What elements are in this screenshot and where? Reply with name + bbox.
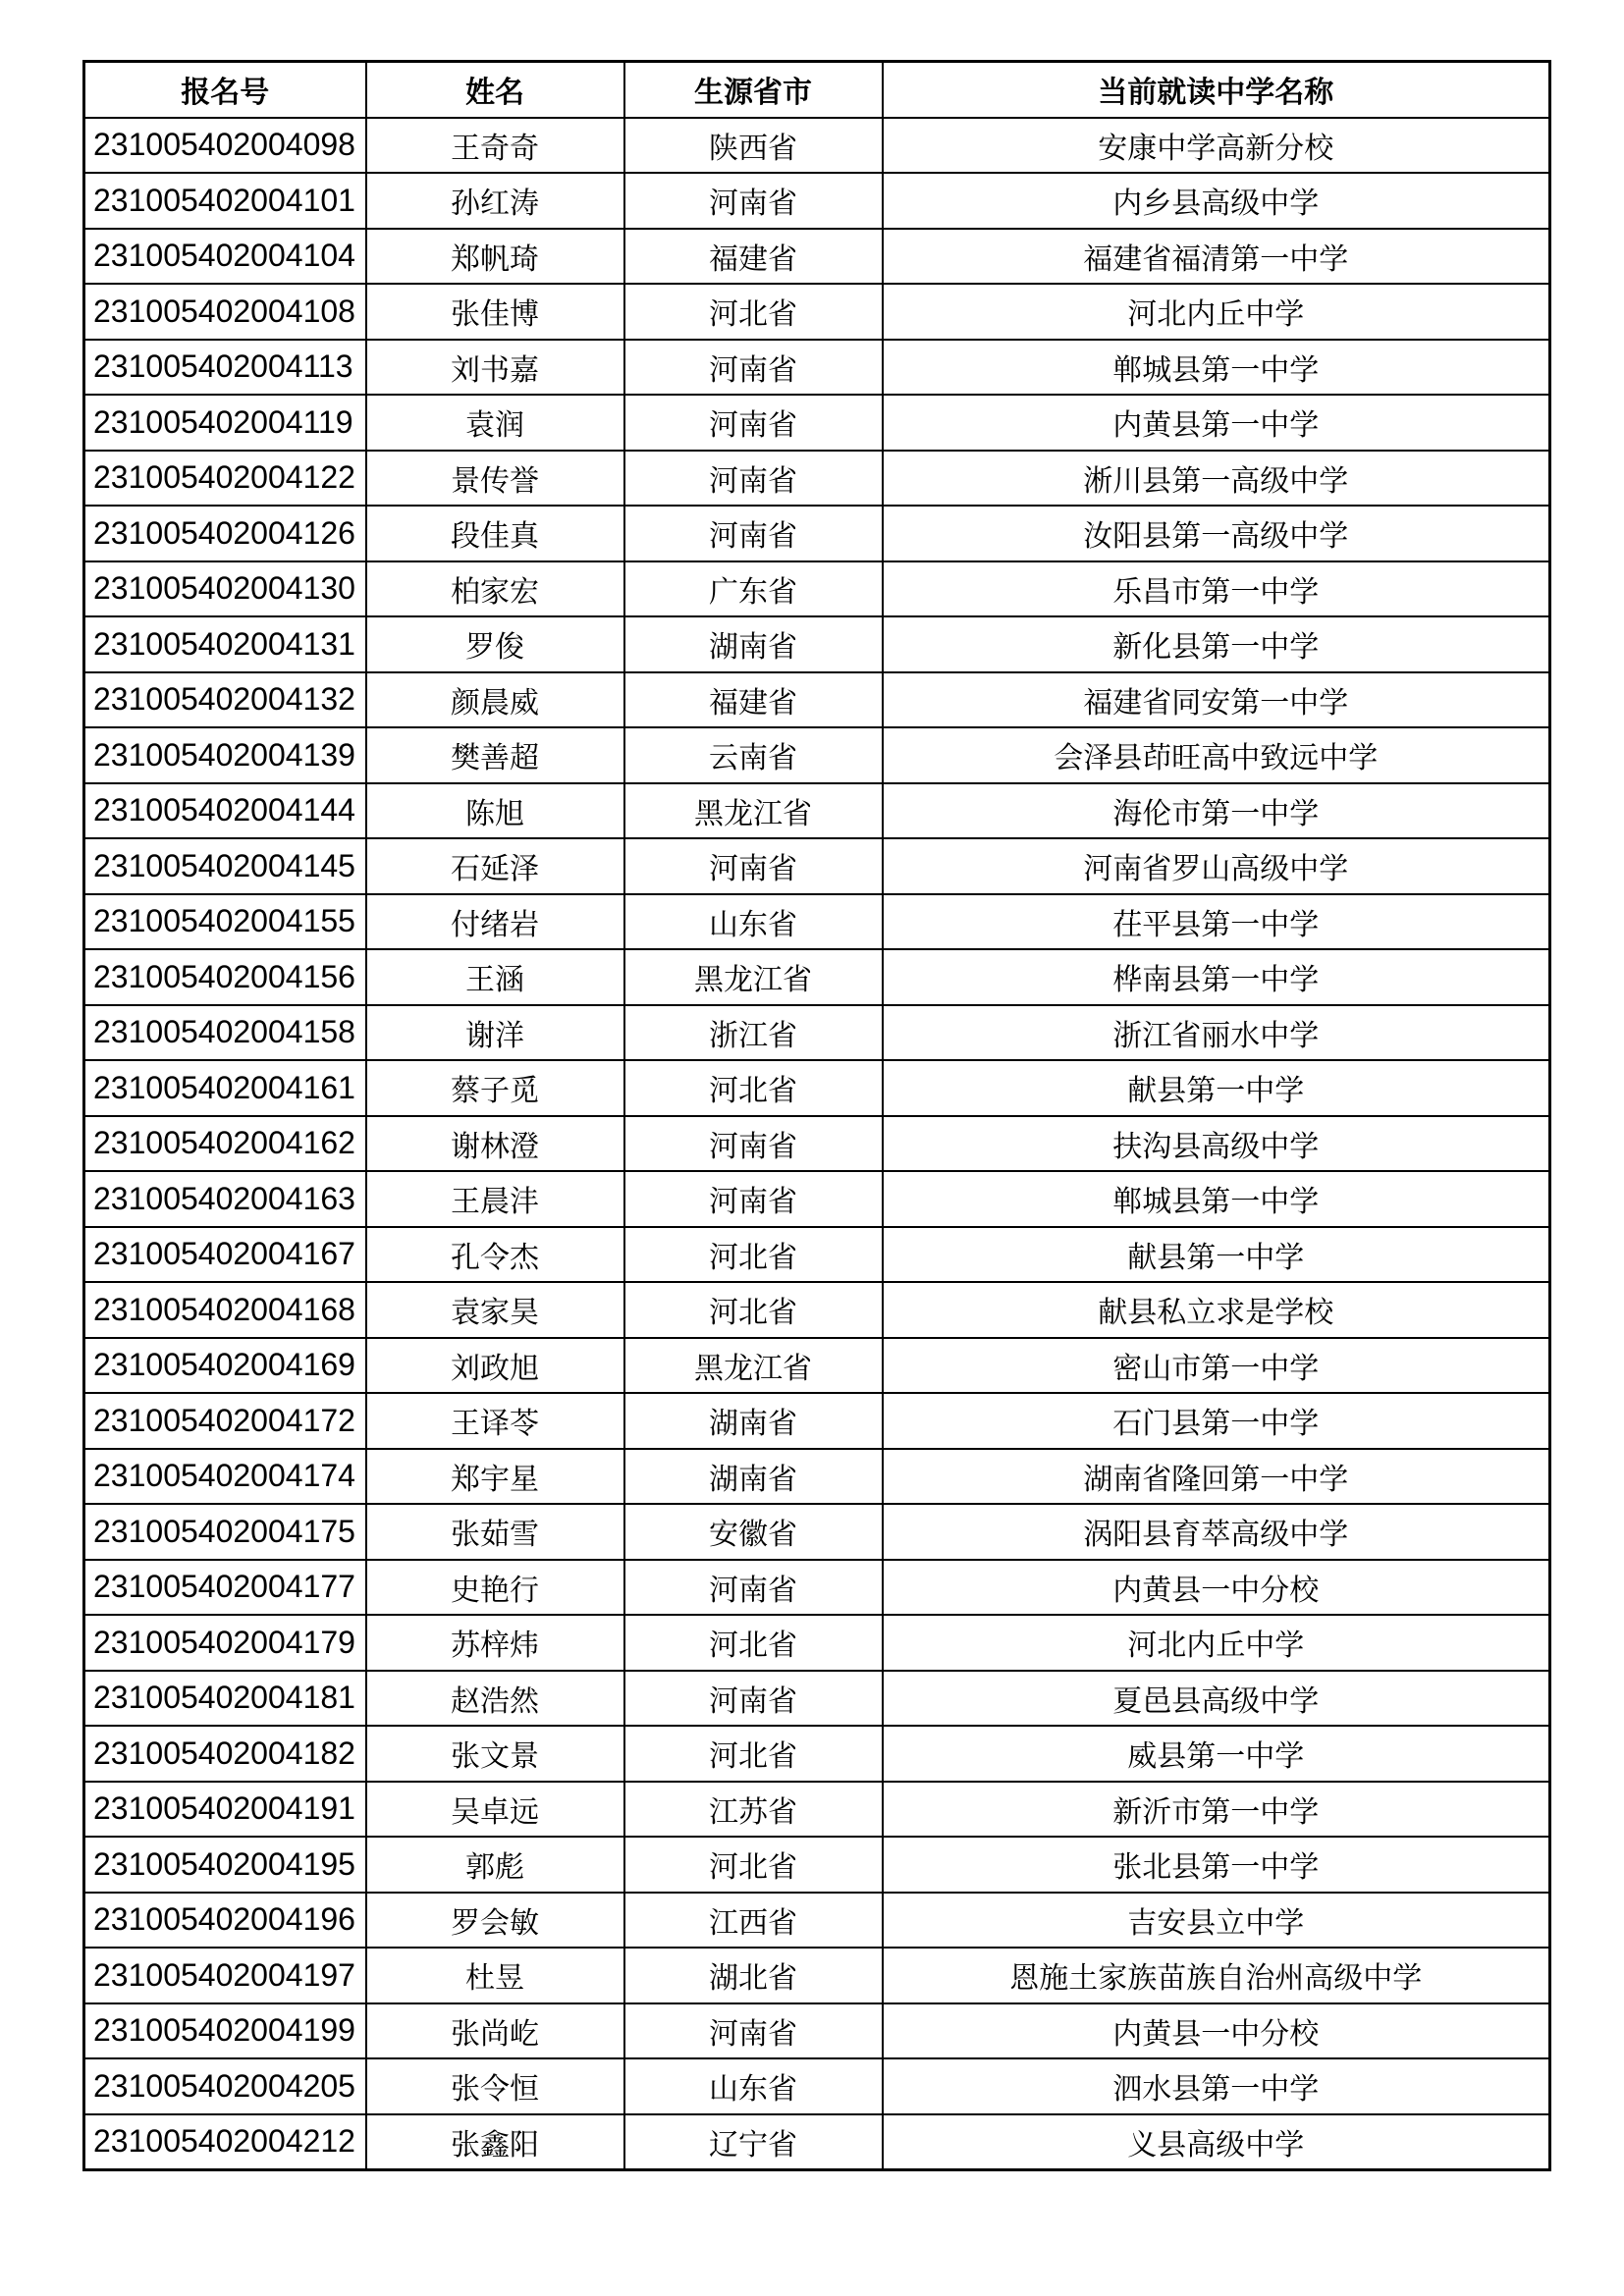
cell-registration-number: 231005402004098 (84, 118, 366, 174)
cell-school: 桦南县第一中学 (883, 949, 1550, 1005)
table-row (84, 1893, 1550, 1949)
cell-registration-number: 231005402004196 (84, 1893, 366, 1949)
cell-registration-number: 231005402004132 (84, 672, 366, 728)
table-header (84, 62, 1550, 118)
cell-name: 王译苓 (366, 1393, 624, 1449)
cell-registration-number: 231005402004182 (84, 1726, 366, 1782)
table-row (84, 1449, 1550, 1505)
cell-school: 郸城县第一中学 (883, 1171, 1550, 1227)
cell-registration-number: 231005402004122 (84, 451, 366, 507)
cell-registration-number: 231005402004181 (84, 1671, 366, 1727)
cell-province: 河北省 (624, 1615, 883, 1671)
cell-name: 刘书嘉 (366, 340, 624, 396)
cell-registration-number: 231005402004108 (84, 284, 366, 340)
cell-province: 黑龙江省 (624, 1338, 883, 1394)
cell-registration-number: 231005402004139 (84, 727, 366, 783)
cell-province: 湖南省 (624, 616, 883, 672)
cell-registration-number: 231005402004168 (84, 1282, 366, 1338)
cell-name: 袁润 (366, 395, 624, 451)
table-row (84, 1227, 1550, 1283)
cell-province: 湖南省 (624, 1449, 883, 1505)
cell-school: 内乡县高级中学 (883, 173, 1550, 229)
table-row (84, 2114, 1550, 2170)
cell-name: 张文景 (366, 1726, 624, 1782)
cell-registration-number: 231005402004155 (84, 894, 366, 950)
cell-school: 新沂市第一中学 (883, 1782, 1550, 1838)
cell-registration-number: 231005402004174 (84, 1449, 366, 1505)
header-registration-number: 报名号 (84, 62, 366, 118)
cell-name: 陈旭 (366, 783, 624, 839)
cell-province: 黑龙江省 (624, 949, 883, 1005)
table-row (84, 2003, 1550, 2059)
cell-province: 河北省 (624, 1282, 883, 1338)
cell-registration-number: 231005402004172 (84, 1393, 366, 1449)
table-row (84, 118, 1550, 174)
cell-name: 史艳行 (366, 1560, 624, 1616)
cell-school: 淅川县第一高级中学 (883, 451, 1550, 507)
table-row (84, 340, 1550, 396)
table-row (84, 672, 1550, 728)
table-row (84, 1005, 1550, 1061)
cell-school: 河北内丘中学 (883, 1615, 1550, 1671)
cell-school: 海伦市第一中学 (883, 783, 1550, 839)
cell-province: 山东省 (624, 2058, 883, 2114)
cell-registration-number: 231005402004131 (84, 616, 366, 672)
cell-name: 蔡子觅 (366, 1060, 624, 1116)
cell-registration-number: 231005402004161 (84, 1060, 366, 1116)
table-row (84, 1837, 1550, 1893)
cell-name: 张茹雪 (366, 1504, 624, 1560)
table-row (84, 451, 1550, 507)
table-row (84, 838, 1550, 894)
cell-name: 柏家宏 (366, 561, 624, 617)
cell-school: 内黄县一中分校 (883, 2003, 1550, 2059)
cell-registration-number: 231005402004158 (84, 1005, 366, 1061)
table-row (84, 173, 1550, 229)
table-row (84, 1615, 1550, 1671)
cell-school: 献县私立求是学校 (883, 1282, 1550, 1338)
cell-school: 夏邑县高级中学 (883, 1671, 1550, 1727)
cell-school: 浙江省丽水中学 (883, 1005, 1550, 1061)
cell-registration-number: 231005402004113 (84, 340, 366, 396)
table-row (84, 229, 1550, 285)
cell-registration-number: 231005402004197 (84, 1948, 366, 2003)
cell-school: 内黄县第一中学 (883, 395, 1550, 451)
cell-province: 河北省 (624, 284, 883, 340)
cell-name: 苏梓炜 (366, 1615, 624, 1671)
cell-school: 安康中学高新分校 (883, 118, 1550, 174)
cell-school: 吉安县立中学 (883, 1893, 1550, 1949)
cell-province: 河南省 (624, 451, 883, 507)
cell-province: 浙江省 (624, 1005, 883, 1061)
cell-province: 河南省 (624, 340, 883, 396)
cell-province: 湖北省 (624, 1948, 883, 2003)
cell-name: 石延泽 (366, 838, 624, 894)
cell-registration-number: 231005402004144 (84, 783, 366, 839)
cell-registration-number: 231005402004101 (84, 173, 366, 229)
table-row (84, 894, 1550, 950)
cell-name: 罗俊 (366, 616, 624, 672)
cell-name: 郭彪 (366, 1837, 624, 1893)
cell-name: 谢林澄 (366, 1116, 624, 1172)
cell-province: 江西省 (624, 1893, 883, 1949)
cell-registration-number: 231005402004177 (84, 1560, 366, 1616)
table-row (84, 1060, 1550, 1116)
cell-province: 河北省 (624, 1060, 883, 1116)
cell-school: 汝阳县第一高级中学 (883, 506, 1550, 561)
cell-name: 袁家昊 (366, 1282, 624, 1338)
cell-name: 王涵 (366, 949, 624, 1005)
cell-province: 河南省 (624, 1116, 883, 1172)
cell-province: 河北省 (624, 1726, 883, 1782)
cell-registration-number: 231005402004195 (84, 1837, 366, 1893)
cell-province: 河南省 (624, 173, 883, 229)
header-row (84, 62, 1550, 118)
table-row (84, 1504, 1550, 1560)
cell-school: 石门县第一中学 (883, 1393, 1550, 1449)
cell-registration-number: 231005402004156 (84, 949, 366, 1005)
table-row (84, 506, 1550, 561)
cell-province: 陕西省 (624, 118, 883, 174)
cell-registration-number: 231005402004179 (84, 1615, 366, 1671)
table-row (84, 1560, 1550, 1616)
table-row (84, 561, 1550, 617)
cell-registration-number: 231005402004145 (84, 838, 366, 894)
table-row (84, 1948, 1550, 2003)
cell-school: 乐昌市第一中学 (883, 561, 1550, 617)
cell-name: 樊善超 (366, 727, 624, 783)
cell-registration-number: 231005402004212 (84, 2114, 366, 2170)
cell-province: 河南省 (624, 838, 883, 894)
cell-name: 张佳博 (366, 284, 624, 340)
cell-name: 吴卓远 (366, 1782, 624, 1838)
cell-province: 湖南省 (624, 1393, 883, 1449)
cell-name: 罗会敏 (366, 1893, 624, 1949)
cell-school: 河北内丘中学 (883, 284, 1550, 340)
cell-registration-number: 231005402004162 (84, 1116, 366, 1172)
cell-province: 河南省 (624, 1560, 883, 1616)
cell-school: 茌平县第一中学 (883, 894, 1550, 950)
cell-name: 王晨沣 (366, 1171, 624, 1227)
cell-province: 福建省 (624, 672, 883, 728)
cell-name: 刘政旭 (366, 1338, 624, 1394)
table-row (84, 727, 1550, 783)
cell-province: 江苏省 (624, 1782, 883, 1838)
cell-province: 辽宁省 (624, 2114, 883, 2170)
cell-name: 付绪岩 (366, 894, 624, 950)
cell-province: 河北省 (624, 1837, 883, 1893)
cell-school: 福建省福清第一中学 (883, 229, 1550, 285)
table-row (84, 284, 1550, 340)
cell-name: 孔令杰 (366, 1227, 624, 1283)
cell-name: 孙红涛 (366, 173, 624, 229)
cell-school: 密山市第一中学 (883, 1338, 1550, 1394)
cell-school: 郸城县第一中学 (883, 340, 1550, 396)
cell-registration-number: 231005402004205 (84, 2058, 366, 2114)
table-row (84, 1338, 1550, 1394)
cell-registration-number: 231005402004167 (84, 1227, 366, 1283)
admission-list-table (82, 60, 1551, 2171)
cell-registration-number: 231005402004175 (84, 1504, 366, 1560)
cell-school: 湖南省隆回第一中学 (883, 1449, 1550, 1505)
cell-province: 黑龙江省 (624, 783, 883, 839)
cell-school: 会泽县茚旺高中致远中学 (883, 727, 1550, 783)
cell-registration-number: 231005402004199 (84, 2003, 366, 2059)
cell-province: 河南省 (624, 2003, 883, 2059)
table-row (84, 1116, 1550, 1172)
cell-province: 河北省 (624, 1227, 883, 1283)
cell-school: 内黄县一中分校 (883, 1560, 1550, 1616)
table-row (84, 1726, 1550, 1782)
cell-province: 河南省 (624, 395, 883, 451)
cell-school: 威县第一中学 (883, 1726, 1550, 1782)
table-row (84, 616, 1550, 672)
cell-name: 郑帆琦 (366, 229, 624, 285)
table-body (84, 118, 1550, 2170)
cell-name: 赵浩然 (366, 1671, 624, 1727)
cell-name: 王奇奇 (366, 118, 624, 174)
cell-name: 景传誉 (366, 451, 624, 507)
table-row (84, 1171, 1550, 1227)
cell-registration-number: 231005402004130 (84, 561, 366, 617)
cell-name: 杜昱 (366, 1948, 624, 2003)
cell-school: 义县高级中学 (883, 2114, 1550, 2170)
cell-name: 张鑫阳 (366, 2114, 624, 2170)
header-province: 生源省市 (624, 62, 883, 118)
cell-school: 河南省罗山高级中学 (883, 838, 1550, 894)
cell-registration-number: 231005402004119 (84, 395, 366, 451)
cell-province: 福建省 (624, 229, 883, 285)
table-row (84, 1671, 1550, 1727)
cell-province: 河南省 (624, 1671, 883, 1727)
cell-school: 献县第一中学 (883, 1060, 1550, 1116)
cell-school: 新化县第一中学 (883, 616, 1550, 672)
cell-registration-number: 231005402004163 (84, 1171, 366, 1227)
cell-school: 恩施土家族苗族自治州高级中学 (883, 1948, 1550, 2003)
cell-registration-number: 231005402004191 (84, 1782, 366, 1838)
cell-province: 云南省 (624, 727, 883, 783)
header-name: 姓名 (366, 62, 624, 118)
cell-school: 涡阳县育萃高级中学 (883, 1504, 1550, 1560)
cell-registration-number: 231005402004104 (84, 229, 366, 285)
cell-registration-number: 231005402004126 (84, 506, 366, 561)
header-school: 当前就读中学名称 (883, 62, 1550, 118)
cell-province: 山东省 (624, 894, 883, 950)
cell-name: 张尚屹 (366, 2003, 624, 2059)
cell-registration-number: 231005402004169 (84, 1338, 366, 1394)
cell-school: 泗水县第一中学 (883, 2058, 1550, 2114)
cell-school: 福建省同安第一中学 (883, 672, 1550, 728)
table-row (84, 783, 1550, 839)
cell-name: 颜晨威 (366, 672, 624, 728)
table-row (84, 2058, 1550, 2114)
cell-school: 献县第一中学 (883, 1227, 1550, 1283)
table-row (84, 1393, 1550, 1449)
table-row (84, 1782, 1550, 1838)
cell-province: 河南省 (624, 506, 883, 561)
table-row (84, 1282, 1550, 1338)
table-row (84, 949, 1550, 1005)
table-row (84, 395, 1550, 451)
cell-name: 郑宇星 (366, 1449, 624, 1505)
cell-name: 段佳真 (366, 506, 624, 561)
cell-province: 广东省 (624, 561, 883, 617)
cell-name: 谢洋 (366, 1005, 624, 1061)
cell-school: 张北县第一中学 (883, 1837, 1550, 1893)
cell-school: 扶沟县高级中学 (883, 1116, 1550, 1172)
cell-province: 河南省 (624, 1171, 883, 1227)
cell-name: 张令恒 (366, 2058, 624, 2114)
cell-province: 安徽省 (624, 1504, 883, 1560)
